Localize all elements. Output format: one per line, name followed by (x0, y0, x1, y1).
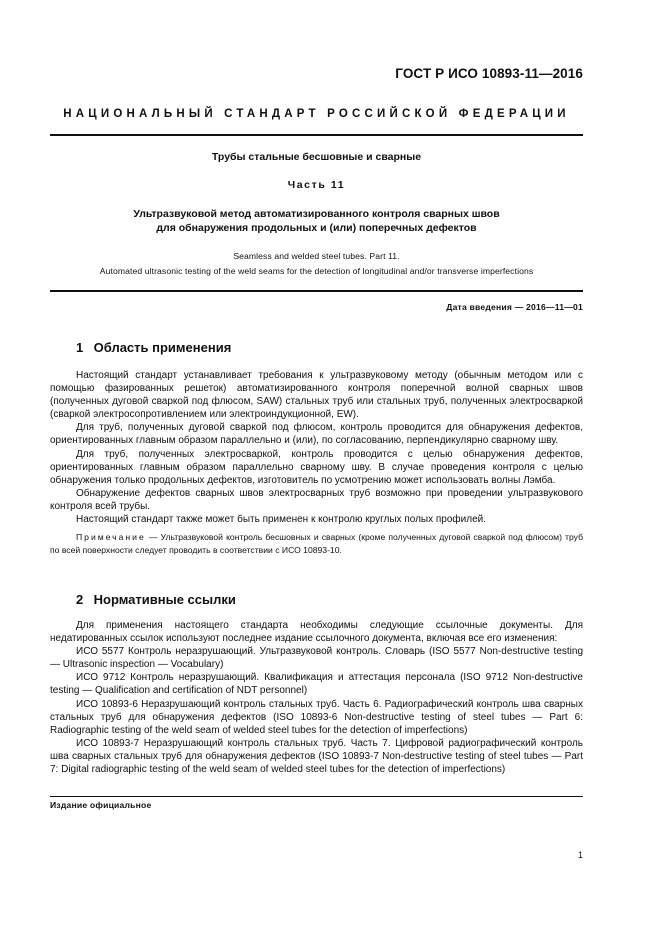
section-1-title: Область применения (93, 340, 232, 355)
section-1-paragraph: Обнаружение дефектов сварных швов электросварных труб возможно при проведении ультразвукового контроля всей трубы. (50, 487, 583, 512)
section-2-title: Нормативные ссылки (93, 592, 236, 607)
english-title (50, 249, 583, 279)
section-1-body (50, 369, 583, 556)
note-label: Примечание (76, 532, 146, 543)
reference-iso-10893-7: ИСО 10893-7 Неразрушающий контроль стальных труб. Часть 7. Цифровой радиографический контроль шва сварных стальных труб для обнаружения дефектов (ISO 10893-7 Non-destructive testing of steel tubes — Part 7: Digital radiographic testing of the weld seam of welded steel tubes for the detection of imperfections) (50, 737, 583, 776)
section-1-paragraph: Для труб, полученных электросваркой, контроль проводится с целью обнаружения дефектов, ориентированных главным образом параллельно сварному шву. В случае проведения контроля с целью обнаружения только продольных дефектов, изготовитель по усмотрению может использовать волны Лэмба. (50, 448, 583, 486)
standard-number: ГОСТ Р ИСО 10893-11—2016 (395, 66, 583, 81)
introduction-date: Дата введения — 2016—11—01 (446, 302, 583, 312)
section-2-number: 2 (76, 592, 84, 607)
english-title-line-2: Automated ultrasonic testing of the weld seams for the detection of longitudinal and/or transverse imperfections (99, 266, 534, 276)
document-part: Часть 11 (287, 179, 346, 191)
page-number: 1 (577, 850, 583, 860)
section-1-number: 1 (76, 340, 84, 355)
header-rule (50, 134, 583, 136)
official-edition-label: Издание официальное (50, 800, 152, 810)
reference-iso-5577: ИСО 5577 Контроль неразрушающий. Ультразвуковой контроль. Словарь (ISO 5577 Non-destructive testing — Ultrasonic inspection — Vocabulary) (50, 646, 583, 671)
subtitle-line-2: для обнаружения продольных и (или) поперечных дефектов (156, 222, 477, 234)
document-title: Трубы стальные бесшовные и сварные (211, 151, 422, 163)
section-2-paragraph: Для применения настоящего стандарта необходимы следующие ссылочные документы. Для недатированных ссылок используют последнее издание ссылочного документа, включая все его изменения: (50, 620, 583, 645)
section-1-paragraph: Настоящий стандарт устанавливает требования к ультразвуковому методу (обычным методом или с помощью фазированных решеток) автоматизированного контроля поперечной волной сварных швов (полученных дуговой сваркой под флюсом, SAW) стальных труб или стальных труб, полученных электросваркой (сваркой электросопротивлением или электроиндукционной, EW). (50, 370, 583, 421)
title-rule (50, 290, 583, 292)
national-standard-heading: НАЦИОНАЛЬНЫЙ СТАНДАРТ РОССИЙСКОЙ ФЕДЕРАЦИИ (63, 108, 570, 120)
note-text: — Ультразвуковой контроль бесшовных и сварных (кроме полученных дуговой сваркой под флюсом) труб по всей поверхности следует проводить в соответствии с ИСО 10893-10. (50, 532, 583, 555)
document-subtitle (50, 207, 583, 235)
section-2-heading (76, 592, 236, 607)
section-1-note (50, 531, 583, 556)
english-title-line-1: Seamless and welded steel tubes. Part 11. (233, 251, 400, 261)
section-1-paragraph: Для труб, полученных дуговой сваркой под флюсом, контроль проводится для обнаружения дефектов, ориентированных главным образом параллельно и (или), по согласованию, перпендикулярно сварному шву. (50, 422, 583, 447)
section-2-body (50, 619, 583, 776)
subtitle-line-1: Ультразвуковой метод автоматизированного контроля сварных швов (133, 208, 500, 220)
reference-iso-9712: ИСО 9712 Контроль неразрушающий. Квалификация и аттестация персонала (ISO 9712 Non-destructive testing — Qualification and certification of NDT personnel) (50, 672, 583, 697)
section-1-paragraph: Настоящий стандарт также может быть применен к контролю круглых полых профилей. (76, 514, 486, 526)
footer-rule (50, 796, 583, 797)
reference-iso-10893-6: ИСО 10893-6 Неразрушающий контроль стальных труб. Часть 6. Радиографический контроль шва сварных стальных труб для обнаружения дефектов (ISO 10893-6 Non-destructive testing of steel tubes — Part 6: Radiographic testing of the weld seam of welded steel tubes for the detection of imperfections) (50, 698, 583, 736)
section-1-heading (76, 340, 231, 355)
